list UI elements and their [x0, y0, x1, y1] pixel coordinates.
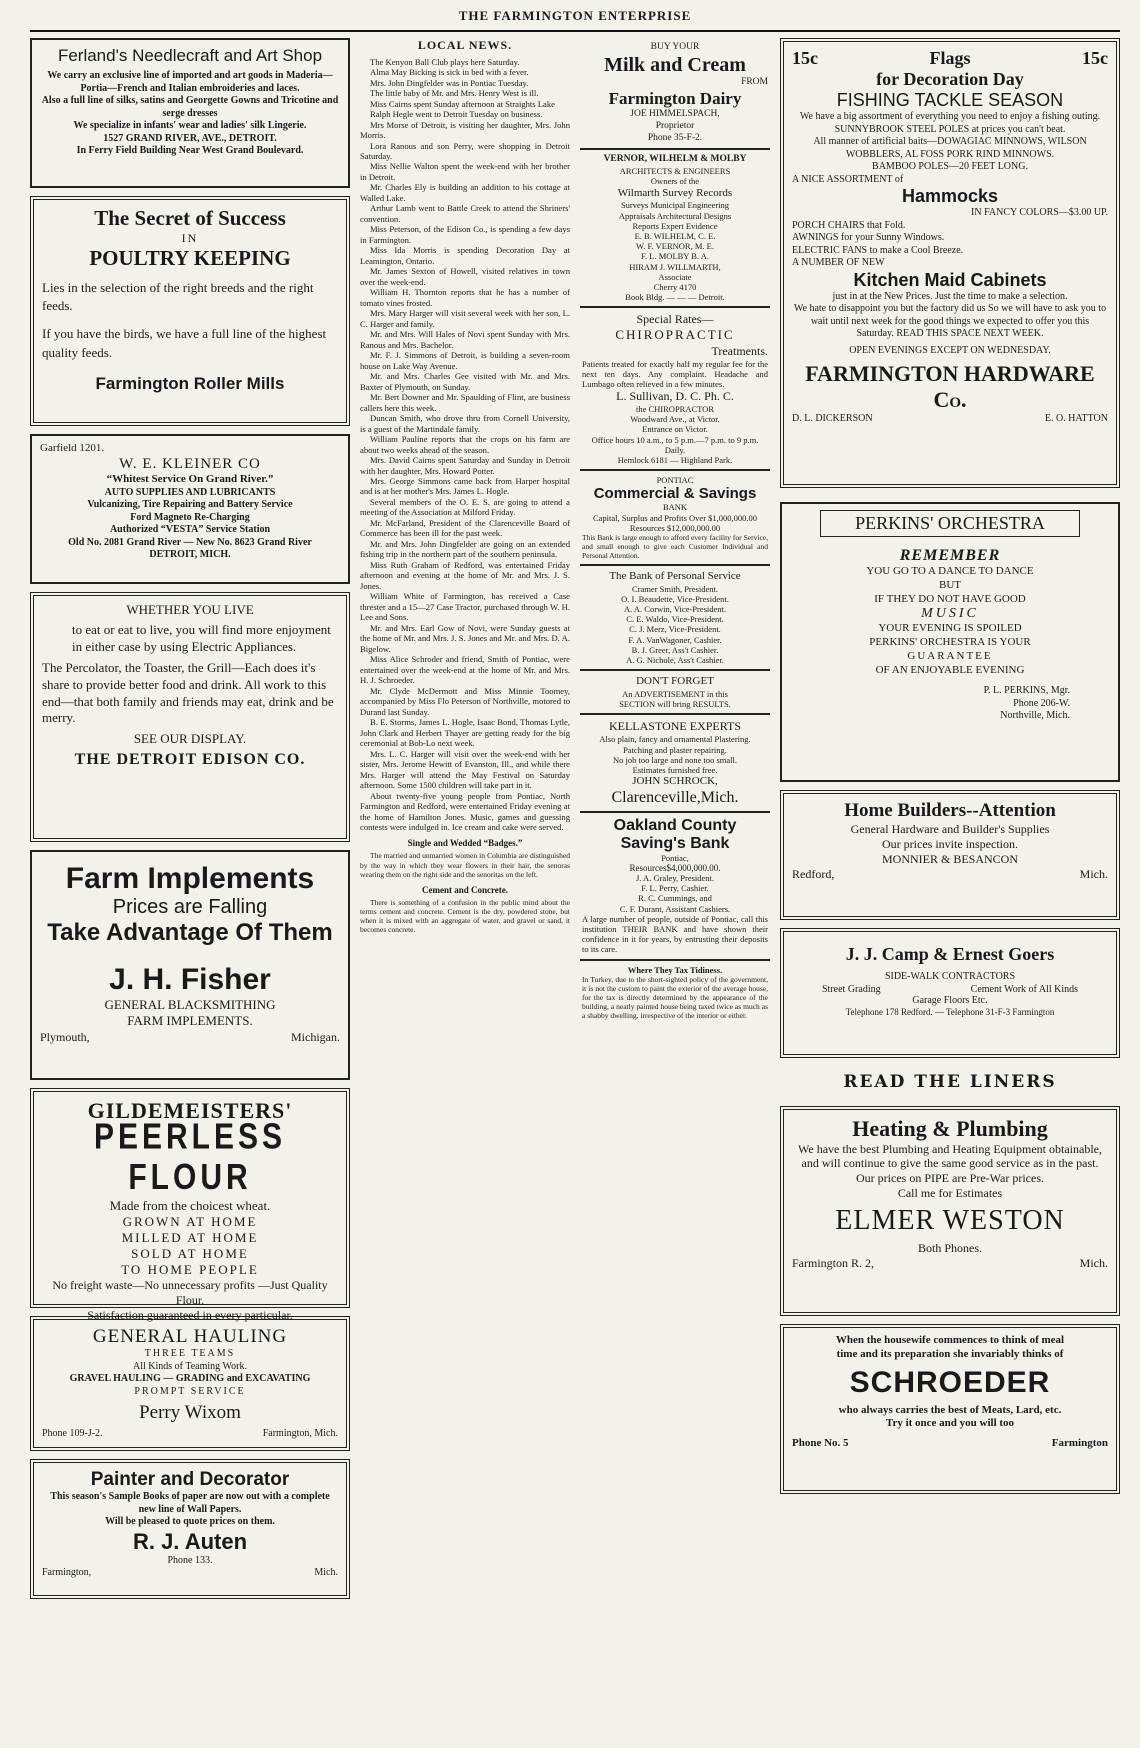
chiro-text: Patients treated for exactly half my regular fee for the next ten days. Any complaint. Headache and Lumbago often relieved in a few minutes. — [582, 358, 768, 389]
chiro-line: the CHIROPRACTOR — [635, 404, 714, 415]
builders-name: MONNIER & BESANCON — [881, 852, 1018, 866]
perkins-line: IF THEY DO NOT HAVE GOOD — [874, 592, 1026, 605]
perkins-line: YOU GO TO A DANCE TO DANCE — [866, 565, 1034, 577]
news-item: Miss Cairns spent Sunday afternoon at Straights Lake — [370, 98, 555, 109]
vernor-line: E. B. WILHELM, C. E. — [634, 230, 716, 241]
kellastone-line: Also plain, fancy and ornamental Plastering. — [599, 734, 751, 745]
hardware-sign: FARMINGTON HARDWARE Co. — [805, 361, 1095, 412]
flour-line: TO HOME PEOPLE — [121, 1262, 259, 1277]
tax-article — [580, 959, 770, 1024]
personal-line: O. I. Beaudette, Vice-President. — [621, 593, 729, 604]
camp-line: Cement Work of All Kinds — [970, 983, 1078, 995]
edison-line: The Percolator, the Toaster, the Grill—Each does it's share to provide better food and drink. All work to this end—that both family and friends may eat, drink and be merry. — [42, 659, 334, 726]
flour-line: No freight waste—No unnecessary profits —Just Quality Flour. — [52, 1278, 328, 1307]
poultry-sign: Farmington Roller Mills — [95, 373, 285, 393]
poultry-in: IN — [181, 231, 199, 245]
ferland-title: Ferland's Needlecraft and Art Shop — [57, 46, 323, 65]
oakland-text: A large number of people, outside of Pontiac, call this institution THEIR BANK and have shown their confidence in it for years, by entrusting their deposits to its care. — [582, 913, 768, 955]
flour-line: GROWN AT HOME — [122, 1214, 258, 1229]
decoration-day: for Decoration Day — [876, 69, 1024, 89]
badges-title: Single and Wedded “Badges.” — [407, 838, 523, 849]
news-item: Mr. McFarland, President of the Clarenceville Board of Commerce has been ill for the past week. — [360, 517, 570, 539]
chiro-line: Hemlock 6181 — Highland Park. — [617, 455, 733, 465]
pontiac-line: PONTIAC — [656, 475, 694, 486]
pontiac-text: This Bank is large enough to afford every facility for Service, and small enough to give each Customer Individual and Personal Attention. — [582, 532, 768, 560]
flour-line: Satisfaction guaranteed in every particular. — [87, 1308, 293, 1322]
camp-line: Garage Floors Etc. — [912, 994, 988, 1006]
dairy-headline: Milk and Cream — [604, 53, 746, 76]
news-item: B. E. Storms, James L. Hogle, Isaac Bond, Thomas Lytle, John Clark and Herbert Thayer are getting ready for the big ceremonial at Bob-Lo next week. — [360, 717, 570, 749]
news-item: Several members of the O. E. S. are going to attend a meeting of the Association at Milford Friday. — [360, 496, 570, 518]
kleiner-city: DETROIT, MICH. — [149, 549, 231, 560]
oakland-bank-ad — [580, 811, 770, 959]
vernor-line: Surveys Municipal Engineering — [620, 200, 730, 211]
camp-line: Street Grading — [822, 983, 881, 995]
oakland-line: F. L. Perry, Cashier. — [641, 883, 709, 894]
news-item: Miss Peterson, of the Edison Co., is spending a few days in Farmington. — [360, 224, 570, 245]
schroeder-line: When the housewife commences to think of meal time and its preparation she invariably thinks of — [835, 1334, 1065, 1360]
news-item: Miss Ida Morris is spending Decoration Day at Leamington, Ontario. — [360, 245, 570, 266]
column-3 — [580, 38, 770, 1024]
vernor-ad — [580, 148, 770, 306]
auten-town: Farmington, — [42, 1567, 92, 1578]
dairy-line: FROM — [741, 76, 768, 87]
dont-forget-ad — [580, 669, 770, 713]
oakland-line: R. C. Cummings, and — [638, 893, 712, 904]
news-item: Lora Ranous and son Perry, were shopping in Detroit Saturday. — [360, 140, 570, 161]
chiro-line: Special Rates— — [636, 312, 714, 327]
kleiner-ad — [30, 434, 350, 584]
news-item: Mrs. John Dingfelder was in Pontiac Tuesday. — [370, 77, 529, 88]
perkins-phone: Phone 206-W. — [1013, 697, 1070, 709]
ferland-line: 1527 GRAND RIVER, AVE., DETROIT. — [103, 132, 277, 144]
camp-ad — [780, 928, 1120, 1058]
hardware-owner: D. L. DICKERSON — [792, 413, 873, 424]
vernor-title: VERNOR, WILHELM & MOLBY — [603, 154, 747, 165]
personal-line: C. E. Waldo, Vice-President. — [626, 614, 724, 625]
flags-price: 15c — [1081, 48, 1108, 68]
pontiac-title: Commercial & Savings — [593, 485, 757, 503]
ferland-ad — [30, 38, 350, 188]
personal-line: B. J. Greer, Ass't Cashier. — [631, 644, 719, 655]
perkins-line: OF AN ENJOYABLE EVENING — [875, 663, 1025, 676]
kellastone-name: JOHN SCHROCK, — [632, 775, 718, 788]
personal-line: Cramer Smith, President. — [632, 583, 718, 594]
hardware-ad — [780, 38, 1120, 488]
hauling-line: THREE TEAMS — [144, 1348, 236, 1359]
vernor-line: Wilmarth Survey Records — [617, 186, 733, 199]
oakland-title: Saving's Bank — [620, 834, 730, 852]
kellastone-state: Mich. — [700, 788, 739, 806]
fisher-state: Michigan. — [291, 1029, 340, 1044]
ferland-line: We carry an exclusive line of imported and art goods in Maderia—Portia—French and Italian embroideries and laces. — [47, 70, 333, 94]
vernor-line: ARCHITECTS & ENGINEERS — [619, 166, 731, 177]
personal-title: The Bank of Personal Service — [609, 569, 741, 582]
builders-town: Redford, — [792, 867, 835, 881]
news-item: Duncan Smith, who drove thru from Cornell University, is a guest of the Martindale family. — [360, 413, 570, 434]
kitchen-cabinets-title: Kitchen Maid Cabinets — [853, 269, 1047, 290]
personal-bank-ad — [580, 564, 770, 669]
weston-line: We have the best Plumbing and Heating Equipment obtainable, and will continue to give the same good service as in the past. — [798, 1142, 1102, 1171]
pontiac-line: BANK — [662, 502, 688, 513]
hammocks-title: Hammocks — [901, 186, 999, 206]
kleiner-line: AUTO SUPPLIES AND LUBRICANTS — [104, 486, 276, 498]
builders-line: Our prices invite inspection. — [882, 837, 1018, 851]
edison-ad — [30, 592, 350, 842]
chiro-line: Office hours 10 a.m., to 5 p.m.—7 p.m. to 9 p.m. Daily. — [591, 434, 759, 455]
auten-phone: Phone 133. — [167, 1554, 213, 1566]
fisher-line: FARM IMPLEMENTS. — [127, 1013, 253, 1029]
flour-name: GILDEMEISTERS' — [87, 1098, 293, 1123]
news-item: William White of Farmington, has received a Case threster and a 15—27 Case Tractor, purchased through W. H. Lee and Sons. — [360, 591, 570, 623]
perkins-music: MUSIC — [921, 606, 979, 622]
hauling-line: All Kinds of Teaming Work. — [133, 1360, 247, 1372]
edison-line: to eat or eat to live, you will find more enjoyment in either case by using Electric Appliances. — [72, 622, 331, 654]
dont-forget-line: An ADVERTISEMENT in this — [622, 688, 728, 699]
ferland-line: In Ferry Field Building Near West Grand Boulevard. — [76, 145, 304, 156]
flour-line: Made from the choicest wheat. — [109, 1198, 271, 1213]
hardware-line: We hate to disappoint you but the factory did us So we will have to ask you to wait until next week for the good things we expected to offer you this Saturday. READ THIS SPACE NEXT WEEK. — [793, 303, 1107, 339]
dont-forget-line: DON'T FORGET — [636, 675, 714, 688]
auten-name: R. J. Auten — [132, 1528, 248, 1554]
newspaper-page — [30, 8, 1120, 1738]
news-item: Mr. and Mrs. Earl Gow of Novi, were Sunday guests at the home of Mr. and Mrs. J. S. Jones and Mr. and Mrs. D. A. Bigelow. — [360, 622, 570, 654]
schroeder-town: Farmington — [1051, 1437, 1108, 1449]
hauling-phone: Phone 109-J-2. — [42, 1428, 103, 1439]
schroeder-name: SCHROEDER — [849, 1365, 1051, 1399]
news-item: Mr. and Mrs. Charles Gee visited with Mr. and Mrs. Baxter of Plymouth, on Sunday. — [360, 371, 570, 392]
perkins-remember: REMEMBER — [899, 547, 1001, 564]
chiro-name: L. Sullivan, D. C. Ph. C. — [616, 389, 734, 404]
kleiner-name: W. E. KLEINER CO — [119, 455, 261, 472]
dairy-name: Farmington Dairy — [608, 88, 742, 108]
hauling-name: Perry Wixom — [139, 1402, 241, 1423]
fisher-ad — [30, 850, 350, 1080]
tax-text: In Turkey, due to the short-sighted policy of the government, it is not the custom to paint the exterior of the average house, for the tax is directly determined by the appearance of the building, a neatly painted house being taxed twice as much as a shabby dwelling, irrespective of the interior or either. — [582, 974, 768, 1020]
news-item: The little baby of Mr. and Mrs. Henry West is ill. — [370, 88, 539, 99]
news-item: About twenty-five young people from Pontiac, North Farmington and Redford, were entertained Friday evening at the home of Hamilton Jones. Music, games and guessing contests were indulged in. Ice cream and cake were served. — [360, 790, 570, 832]
weston-line: Both Phones. — [917, 1240, 982, 1255]
perkins-town: Northville, Mich. — [1000, 710, 1070, 722]
vernor-line: Owners of the — [650, 176, 700, 187]
news-item: Mr. Clyde McDermott and Miss Minnie Toomey, accompanied by Miss Flo Peterson of Northville, motored to Durand last Sunday. — [360, 685, 570, 717]
poultry-text: If you have the birds, we have a full line of the highest quality feeds. — [42, 326, 327, 360]
news-item: William H. Thornton reports that he has a number of tomato vines frosted. — [360, 287, 570, 308]
local-news-heading: LOCAL NEWS. — [417, 38, 513, 52]
dairy-ad — [580, 38, 770, 148]
news-item: Alma May Bicking is sick in bed with a fever. — [370, 67, 529, 78]
weston-line: Our prices on PIPE are Pre-War prices. — [856, 1170, 1044, 1185]
news-item: Mrs. L. C. Harger will visit over the week-end with her sister, Mrs. Jerome Hewitt of Evanston, Ill., and while there Mrs. Harger will attend the May Festival on Saturday afternoon. Some 1500 children will take part in it. — [360, 748, 570, 791]
vernor-line: Associate — [658, 271, 692, 282]
kleiner-line: Ford Magneto Re-Charging — [130, 511, 250, 523]
fisher-subhead: Take Advantage Of Them — [47, 919, 333, 946]
hauling-line: GRAVEL HAULING — GRADING and EXCAVATING — [69, 1373, 311, 1384]
fishing-season: FISHING TACKLE SEASON — [836, 90, 1064, 110]
vernor-line: F. L. MOLBY B. A. — [641, 251, 709, 262]
vernor-line: Appraisals Architectural Designs — [618, 210, 732, 221]
vernor-line: Book Bldg. — — — Detroit. — [625, 292, 725, 303]
schroeder-phone: Phone No. 5 — [792, 1437, 849, 1449]
dairy-line: Proprietor — [655, 120, 695, 131]
news-item: Mr. James Sexton of Howell, visited relatives in town over the week-end. — [360, 266, 570, 287]
vernor-line: Cherry 4170 — [653, 281, 697, 292]
perkins-title: PERKINS' ORCHESTRA — [820, 510, 1080, 537]
fisher-town: Plymouth, — [40, 1029, 90, 1044]
hardware-line: PORCH CHAIRS that Fold. — [792, 219, 906, 231]
oakland-resources-value: $4,000,000.00. — [666, 863, 721, 873]
news-item: Mr. and Mrs. Will Hales of Novi spent Sunday with Mrs. Ranous and Mrs. Bachelor. — [360, 329, 570, 350]
news-item: Miss Alice Schroder and friend, Smith of Pontiac, were entertained over the week-end at the home of Mr. and Mrs. H. J. Schroeder. — [360, 654, 570, 686]
perkins-line: GUARANTEE — [907, 649, 993, 662]
chiropractic-ad — [580, 306, 770, 469]
news-item: Arthur Lamb went to Battle Creek to attend the Shriners' convention. — [360, 203, 570, 224]
column-4 — [780, 38, 1120, 1502]
hardware-line: IN FANCY COLORS—$3.00 UP. — [971, 207, 1108, 218]
hardware-line: AWNINGS for your Sunny Windows. — [792, 232, 945, 243]
hardware-line: We have a big assortment of everything you need to enjoy a fishing outing. — [799, 111, 1101, 122]
hauling-ad — [30, 1316, 350, 1451]
news-items — [360, 57, 570, 833]
camp-phones: Telephone 178 Redford. — Telephone 31-F-3 Farmington — [845, 1007, 1055, 1017]
flags-title: Flags — [929, 48, 971, 68]
hauling-title: GENERAL HAULING — [92, 1326, 288, 1347]
hardware-line: BAMBOO POLES—20 FEET LONG. — [872, 161, 1028, 172]
poultry-ad — [30, 196, 350, 426]
fisher-headline: Farm Implements — [65, 862, 315, 895]
hardware-line: OPEN EVENINGS EXCEPT ON WEDNESDAY. — [849, 344, 1051, 356]
kellastone-title: KELLASTONE EXPERTS — [608, 719, 742, 734]
badges-text: The married and unmarried women in Columbia are distinguished by the way in which they wear flowers in their hair, the senoras wearing them on the right side and the senoritas on the left. — [360, 851, 570, 879]
news-item: Mrs. Mary Harger will visit several week with her son, L. C. Harger and family. — [360, 308, 570, 329]
tax-title: Where They Tax Tidiness. — [627, 964, 723, 975]
weston-title: Heating & Plumbing — [852, 1116, 1048, 1141]
kleiner-tag: “Whitest Service On Grand River.” — [106, 472, 274, 485]
vernor-line: Reports Expert Evidence — [632, 220, 718, 231]
hardware-line: ELECTRIC FANS to make a Cool Breeze. — [792, 244, 964, 256]
auten-ad — [30, 1459, 350, 1599]
kleiner-phone: Garfield 1201. — [40, 442, 105, 454]
perkins-ad — [780, 502, 1120, 782]
weston-ad — [780, 1106, 1120, 1316]
oakland-line: J. A. Graley, President. — [635, 873, 715, 883]
news-item: Miss Nellie Walton spent the week-end with her brother in Detroit. — [360, 161, 570, 182]
auten-title: Painter and Decorator — [90, 1469, 290, 1490]
kellastone-line: Patching and plaster repairing. — [623, 744, 727, 755]
read-the-liners: READ THE LINERS — [843, 1072, 1057, 1092]
kleiner-line: Authorized “VESTA” Service Station — [109, 524, 271, 535]
personal-line: A. G. Nichole, Ass't Cashier. — [626, 655, 724, 665]
fisher-line: GENERAL BLACKSMITHING — [104, 997, 276, 1012]
news-item: William Pauline reports that the crops on his farm are about two weeks ahead of the season. — [360, 434, 570, 455]
hauling-town: Farmington, Mich. — [262, 1428, 338, 1439]
news-item: The Kenyon Ball Club plays here Saturday. — [370, 56, 520, 67]
poultry-text: Lies in the selection of the right breeds and the right feeds. — [42, 280, 314, 314]
flour-brand: PEERLESS FLOUR — [93, 1117, 287, 1198]
perkins-line: PERKINS' ORCHESTRA IS YOUR — [869, 636, 1031, 648]
hardware-line: SUNNYBROOK STEEL POLES at prices you can't beat. — [834, 123, 1066, 135]
weston-town: Farmington R. 2, — [792, 1255, 875, 1270]
poultry-title: The Secret of Success — [94, 206, 286, 230]
oakland-resources-label: Resources — [629, 863, 667, 873]
oakland-line: Pontiac, — [661, 852, 689, 863]
masthead: THE FARMINGTON ENTERPRISE — [30, 8, 1120, 32]
flour-ad — [30, 1088, 350, 1322]
perkins-manager: P. L. PERKINS, Mgr. — [983, 685, 1070, 697]
dairy-phone: Phone 35-F-2. — [647, 132, 703, 143]
personal-line: A. A. Corwin, Vice-President. — [623, 604, 727, 615]
kellastone-ad — [580, 713, 770, 811]
auten-state: Mich. — [314, 1567, 338, 1578]
pontiac-line: Capital, Surplus and Profits Over $1,000,000.00 — [592, 512, 758, 523]
weston-name: ELMER WESTON — [835, 1204, 1065, 1236]
kleiner-line: Vulcanizing, Tire Repairing and Battery Service — [87, 499, 293, 510]
schroeder-ad — [780, 1324, 1120, 1494]
perkins-line: BUT — [939, 578, 961, 591]
dont-forget-line: SECTION will bring RESULTS. — [619, 699, 731, 710]
builders-line: General Hardware and Builder's Supplies — [850, 822, 1050, 836]
hardware-owner: E. O. HATTON — [1044, 413, 1108, 424]
dairy-line: BUY YOUR — [650, 42, 700, 52]
chiro-line: Woodward Ave., at Victor. — [630, 414, 720, 425]
auten-line: Will be pleased to quote prices on them. — [105, 1516, 275, 1527]
news-item: Ralph Hegle went to Detroit Tuesday on business. — [370, 109, 543, 120]
hauling-line: PROMPT SERVICE — [134, 1385, 246, 1397]
personal-line: C. J. Merz, Vice-President. — [629, 624, 721, 635]
hardware-line: A NICE ASSORTMENT of — [792, 173, 904, 185]
hardware-line: All manner of artificial baits—DOWAGIAC MINNOWS, WILSON WOBBLERS, AL FOSS PORK RIND MINNOWS. — [813, 136, 1087, 160]
chiro-line: Entrance on Victor. — [642, 424, 708, 435]
chiro-line: Treatments. — [711, 343, 768, 358]
personal-line: F. A. VanWagoner, Cashier. — [628, 634, 722, 645]
hardware-line: A NUMBER OF NEW — [792, 257, 885, 268]
oakland-title: Oakland County — [613, 816, 737, 834]
news-item: Mr. Bert Downer and Mr. Spaulding of Flint, are business callers here this week. — [360, 392, 570, 413]
vernor-line: W. F. VERNOR, M. E. — [636, 241, 714, 252]
news-item: Mrs. David Cairns spent Saturday and Sunday in Detroit with her daughter, Mrs. Howard Potter. — [360, 455, 570, 476]
kleiner-address: Old No. 2081 Grand River — New No. 8623 Grand River — [68, 536, 312, 548]
weston-state: Mich. — [1079, 1255, 1108, 1270]
column-1 — [30, 38, 350, 1607]
vernor-line: HIRAM J. WILLMARTH, — [629, 261, 721, 272]
camp-line: SIDE-WALK CONTRACTORS — [884, 971, 1016, 982]
builders-title: Home Builders--Attention — [844, 800, 1056, 821]
news-item: Mr. Charles Ely is building an addition to his cottage at Walled Lake. — [360, 182, 570, 203]
kellastone-line: Estimates furnished free. — [632, 764, 718, 775]
flour-line: SOLD AT HOME — [131, 1246, 249, 1261]
news-item: Mr. F. J. Simmons of Detroit, is building a seven-room house on Lake Way Avenue. — [360, 350, 570, 371]
ferland-line: Also a full line of silks, satins and Georgette Gowns and Tricotine and serge dresses — [41, 95, 339, 119]
fisher-name: J. H. Fisher — [109, 963, 271, 996]
fisher-subhead: Prices are Falling — [112, 896, 268, 918]
builders-state: Mich. — [1079, 867, 1108, 881]
edison-sign: THE DETROIT EDISON CO. — [74, 751, 306, 769]
camp-title: J. J. Camp & Ernest Goers — [845, 944, 1055, 964]
local-news-column — [360, 38, 570, 934]
flags-price: 15c — [792, 48, 818, 68]
news-item: Mr. and Mrs. John Dingfelder are going on an extended fishing trip in the northern part of the southern peninsula. — [360, 538, 570, 560]
auten-line: This season's Sample Books of paper are now out with a complete new line of Wall Papers. — [50, 1491, 330, 1515]
news-item: Miss Ruth Graham of Redford, was entertained Friday afternoon and evening at the home of Mr. and Mrs. J. S. Jones. — [360, 559, 570, 591]
schroeder-line: who always carries the best of Meats, Lard, etc. Try it once and you will too — [838, 1403, 1062, 1430]
edison-line: WHETHER YOU LIVE — [126, 602, 254, 617]
builders-ad — [780, 790, 1120, 920]
flour-line: MILLED AT HOME — [121, 1230, 259, 1245]
pontiac-bank-ad — [580, 469, 770, 564]
pontiac-line: Resources $12,000,000.00 — [629, 522, 721, 533]
hardware-line: just in at the New Prices. Just the time to make a selection. — [832, 290, 1068, 302]
chiro-title: CHIROPRACTIC — [615, 327, 735, 343]
news-item: Mrs. George Simmons came back from Harper hospital and is at her mother's Mrs. James L. Hogle. — [360, 476, 570, 497]
perkins-line: YOUR EVENING IS SPOILED — [878, 622, 1022, 635]
edison-line: SEE OUR DISPLAY. — [133, 731, 247, 747]
oakland-line: C. F. Durant, Assistant Cashiers. — [619, 903, 731, 914]
kellastone-line: No job too large and none too small. — [612, 754, 738, 765]
kellastone-town: Clarenceville, — [611, 788, 701, 806]
news-item: Mrs Morse of Detroit, is visiting her daughter, Mrs. John Morris. — [360, 119, 570, 141]
poultry-subtitle: POULTRY KEEPING — [89, 246, 291, 270]
ferland-line: We specialize in infants' wear and ladies' silk Lingerie. — [73, 120, 307, 131]
dairy-line: JOE HIMMELSPACH, — [630, 108, 720, 119]
cement-text: There is something of a confusion in the public mind about the terms cement and concrete. Cement is the dry, powdered stone, but when it is mixed with an aggregate of water, and gravel or sand, it becomes concrete. — [360, 897, 570, 935]
weston-line: Call me for Estimates — [897, 1185, 1003, 1200]
cement-title: Cement and Concrete. — [421, 884, 509, 895]
